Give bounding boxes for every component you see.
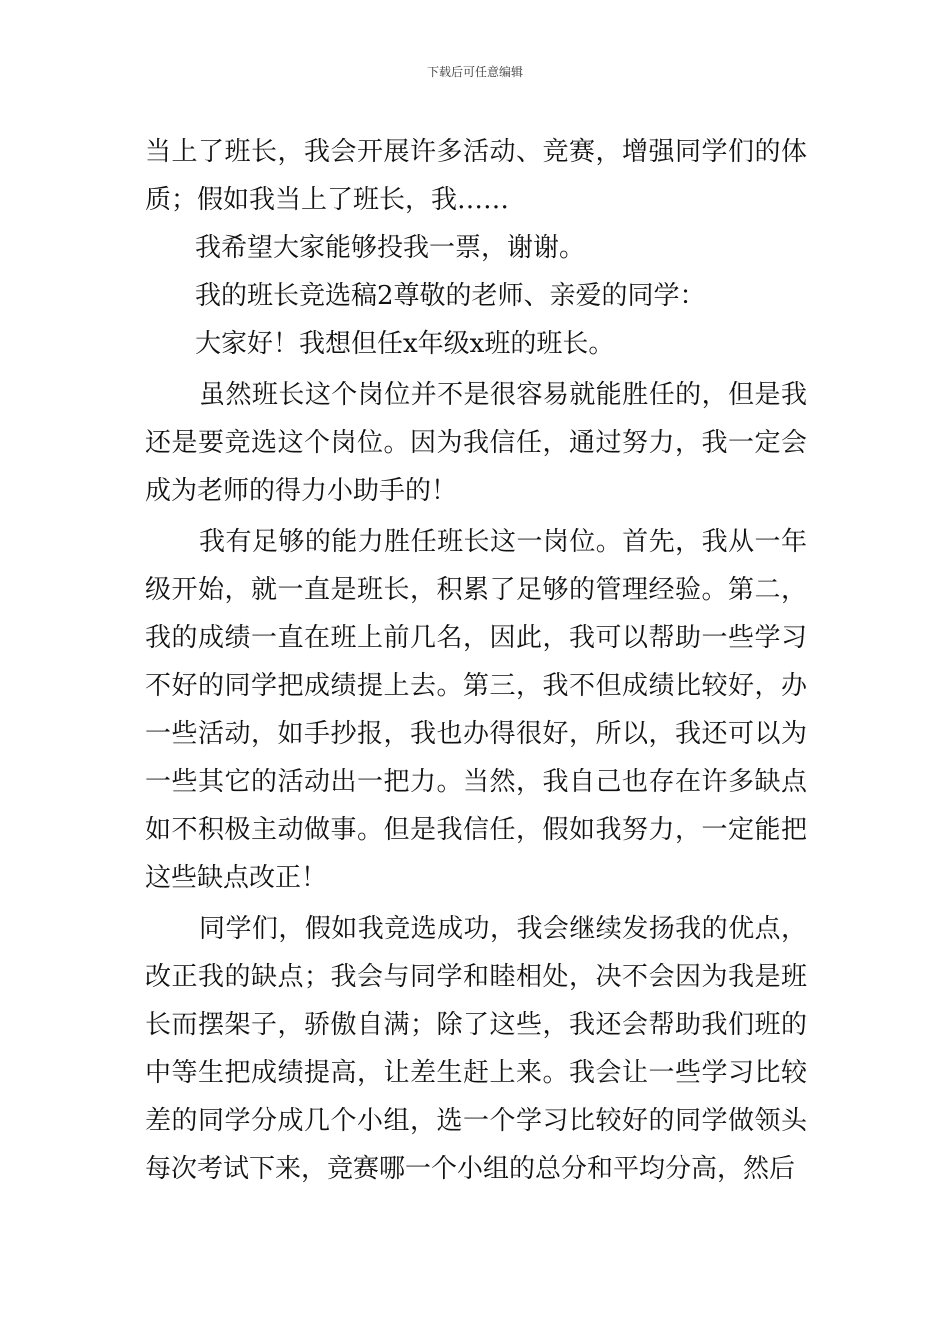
paragraph-3: 我的班长竞选稿2尊敬的老师、亲爱的同学： [195, 281, 706, 311]
paragraph-1: 当上了班长，我会开展许多活动、竞赛，增强同学们的体质；假如我当上了班长，我…… [145, 137, 807, 215]
document-body [145, 128, 807, 1193]
paragraph-2: 我希望大家能够投我一票，谢谢。 [195, 233, 586, 263]
paragraph-4: 大家好！我想但任x年级x班的班长。 [195, 329, 615, 359]
paragraph-6: 我有足够的能力胜任班长这一岗位。首先，我从一年级开始，就一直是班长，积累了足够的管理经验。第二，我的成绩一直在班上前几名，因此，我可以帮助一些学习不好的同学把成绩提上去。第三，我不但成绩比较好，办一些活动，如手抄报，我也办得很好，所以，我还可以为一些其它的活动出一把力。当然，我自己也存在许多缺点如不积极主动做事。但是我信任，假如我努力，一定能把这些缺点改正！ [145, 527, 807, 893]
paragraph-7: 同学们，假如我竞选成功，我会继续发扬我的优点，改正我的缺点；我会与同学和睦相处，决不会因为我是班长而摆架子，骄傲自满；除了这些，我还会帮助我们班的中等生把成绩提高，让差生赶上来。我会让一些学习比较差的同学分成几个小组，选一个学习比较好的同学做领头每次考试下来，竞赛哪一个小组的总分和平均分高，然后 [145, 914, 807, 1184]
page-header-note: 下载后可任意编辑 [426, 65, 523, 79]
paragraph-5: 虽然班长这个岗位并不是很容易就能胜任的，但是我还是要竞选这个岗位。因为我信任，通过努力，我一定会成为老师的得力小助手的！ [145, 380, 807, 506]
